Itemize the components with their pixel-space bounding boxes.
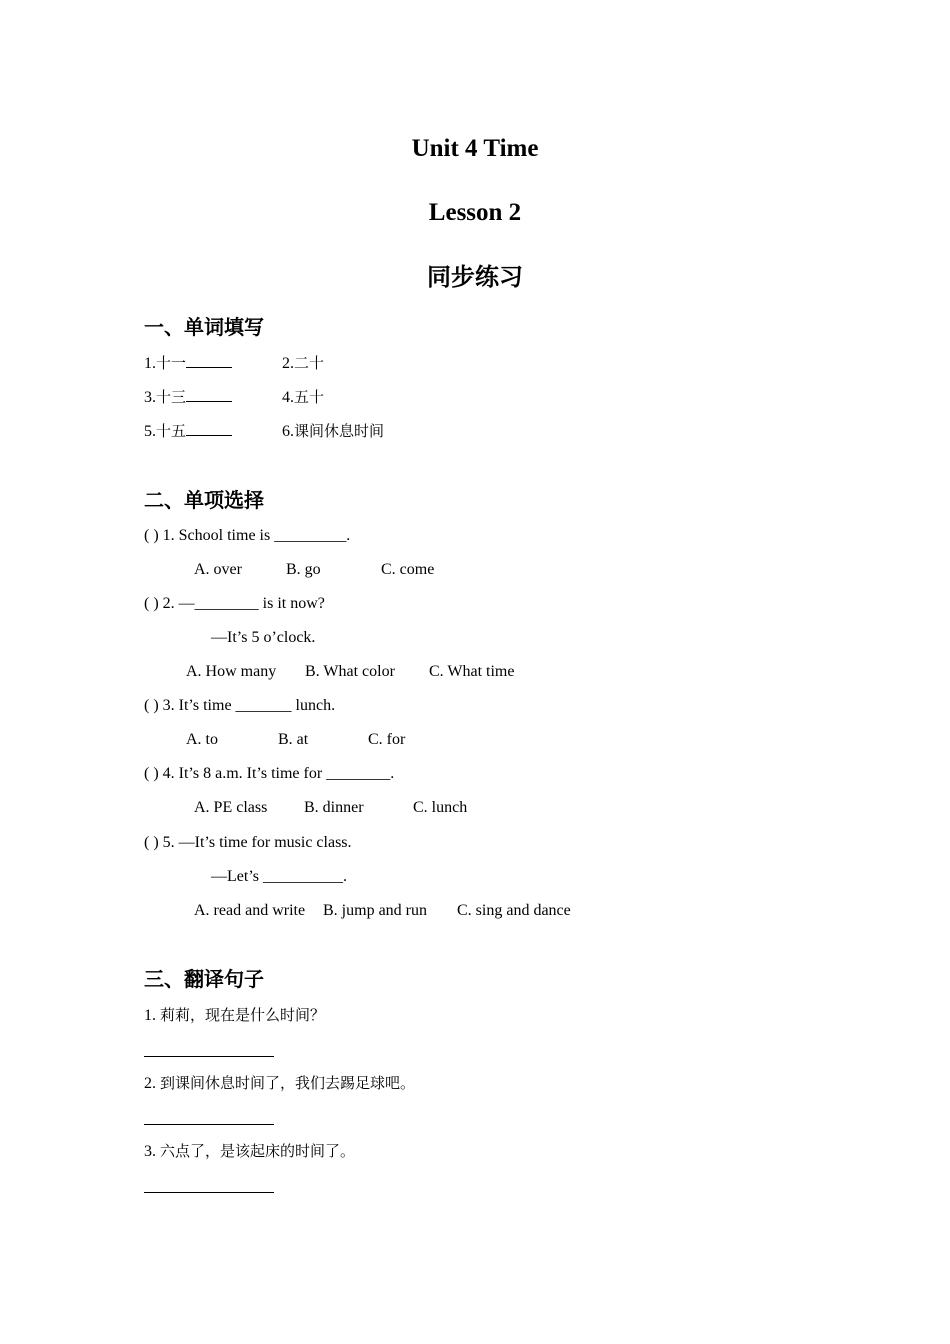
q3-option-b[interactable]: B. at	[278, 731, 309, 748]
answer-line-2[interactable]	[144, 1124, 274, 1125]
question-3-stem: ( ) 3. It’s time _______ lunch.	[144, 697, 336, 714]
lesson-title: Lesson 2	[428, 199, 522, 226]
answer-line-3[interactable]	[144, 1192, 274, 1193]
answer-blank[interactable]	[186, 421, 232, 436]
section1-heading: 一、单词填写	[144, 315, 264, 339]
q1-option-c[interactable]: C. come	[381, 561, 435, 578]
q2-option-c[interactable]: C. What time	[429, 663, 515, 680]
translate-item-2: 2. 到课间休息时间了，我们去踢足球吧。	[144, 1074, 416, 1092]
question-2-stem: ( ) 2. —________ is it now?	[144, 595, 325, 612]
page-subtitle: 同步练习	[427, 263, 523, 291]
word-item-3: 3.十三	[144, 387, 232, 408]
q5-option-b[interactable]: B. jump and run	[323, 902, 427, 919]
answer-line-1[interactable]	[144, 1056, 274, 1057]
q4-option-c[interactable]: C. lunch	[413, 799, 468, 816]
translate-item-1: 1. 莉莉，现在是什么时间？	[144, 1006, 326, 1024]
q1-option-b[interactable]: B. go	[286, 561, 321, 578]
question-5-reply: —Let’s __________.	[211, 868, 347, 885]
q4-option-a[interactable]: A. PE class	[194, 799, 268, 816]
word-item-6: 6.课间休息时间	[282, 422, 385, 440]
word-item-5: 5.十五	[144, 421, 232, 442]
q3-option-c[interactable]: C. for	[368, 731, 406, 748]
word-item-1: 1.十一	[144, 353, 232, 374]
word-item-4: 4.五十	[282, 388, 325, 406]
q5-option-c[interactable]: C. sing and dance	[457, 902, 571, 919]
q1-option-a[interactable]: A. over	[194, 561, 242, 578]
translate-item-3: 3. 六点了，是该起床的时间了。	[144, 1142, 356, 1160]
q2-option-a[interactable]: A. How many	[186, 663, 277, 680]
q5-option-a[interactable]: A. read and write	[194, 902, 306, 919]
question-5-stem: ( ) 5. —It’s time for music class.	[144, 834, 352, 851]
q4-option-b[interactable]: B. dinner	[304, 799, 364, 816]
question-4-stem: ( ) 4. It’s 8 a.m. It’s time for ________.	[144, 765, 395, 782]
question-1-stem: ( ) 1. School time is _________.	[144, 527, 351, 544]
unit-title: Unit 4 Time	[411, 135, 539, 162]
answer-blank[interactable]	[186, 353, 232, 368]
word-item-2: 2.二十	[282, 354, 325, 372]
answer-blank[interactable]	[186, 387, 232, 402]
section3-heading: 三、翻译句子	[144, 967, 264, 991]
question-2-reply: —It’s 5 o’clock.	[211, 629, 316, 646]
q2-option-b[interactable]: B. What color	[305, 663, 395, 680]
q3-option-a[interactable]: A. to	[186, 731, 218, 748]
section2-heading: 二、单项选择	[144, 488, 264, 512]
